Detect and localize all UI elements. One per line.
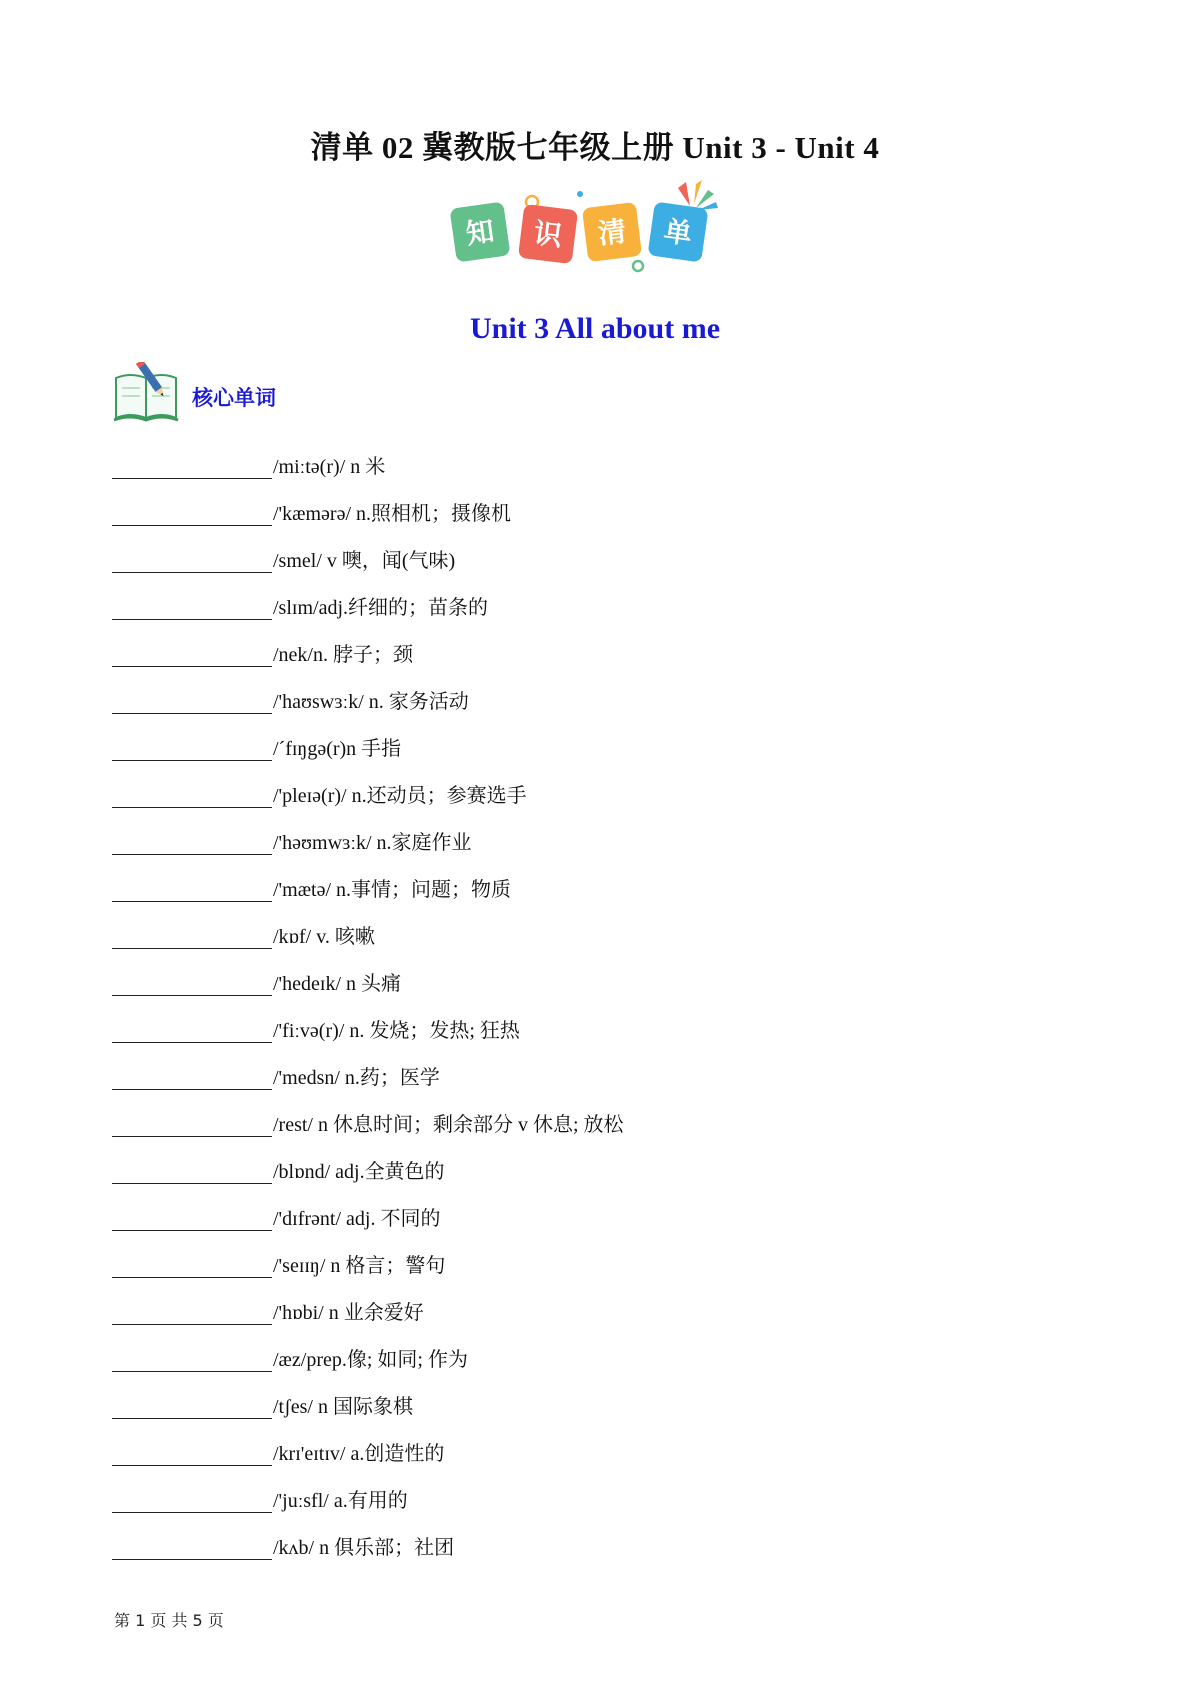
vocab-list <box>112 432 1072 1560</box>
answer-blank[interactable] <box>112 501 272 526</box>
knowledge-list-banner <box>440 180 750 290</box>
answer-blank[interactable] <box>112 454 272 479</box>
vocab-entry: /'juːsfl/ a.有用的 <box>273 1490 408 1512</box>
vocab-entry: /kɒf/ v. 咳嗽 <box>273 926 375 948</box>
answer-blank[interactable] <box>112 1300 272 1325</box>
tile-label: 清 <box>596 214 628 251</box>
unit-heading: Unit 3 All about me <box>469 312 721 345</box>
answer-blank[interactable] <box>112 736 272 761</box>
vocab-entry: /'pleɪə(r)/ n.还动员；参赛选手 <box>273 785 527 807</box>
answer-blank[interactable] <box>112 1206 272 1231</box>
vocab-entry: /æz/prep.像; 如同; 作为 <box>273 1349 468 1371</box>
tile-label: 知 <box>463 214 497 251</box>
list-item <box>112 1184 1072 1231</box>
vocab-entry: /ˊfɪŋgə(r)n 手指 <box>273 738 402 760</box>
list-item <box>112 667 1072 714</box>
vocab-entry: /'seɪɪŋ/ n 格言；警句 <box>273 1255 446 1277</box>
answer-blank[interactable] <box>112 924 272 949</box>
vocab-entry: /rest/ n 休息时间；剩余部分 v 休息; 放松 <box>273 1114 624 1136</box>
list-item <box>112 1043 1072 1090</box>
answer-blank[interactable] <box>112 1394 272 1419</box>
list-item <box>112 1466 1072 1513</box>
tile-zhi <box>450 202 511 263</box>
vocab-entry: /blɒnd/ adj.全黄色的 <box>273 1161 445 1183</box>
open-book-pencil-icon <box>112 362 180 424</box>
vocab-entry: /kʌb/ n 俱乐部；社团 <box>273 1537 455 1559</box>
tile-label: 识 <box>532 216 564 253</box>
answer-blank[interactable] <box>112 971 272 996</box>
tile-shi <box>518 204 578 264</box>
answer-blank[interactable] <box>112 1488 272 1513</box>
list-item <box>112 996 1072 1043</box>
answer-blank[interactable] <box>112 1347 272 1372</box>
vocab-entry: /slɪm/adj.纤细的；苗条的 <box>273 597 488 619</box>
vocab-entry: /'hedeɪk/ n 头痛 <box>273 973 402 995</box>
answer-blank[interactable] <box>112 1159 272 1184</box>
tile-label: 单 <box>661 214 695 251</box>
vocab-entry: /'dɪfrənt/ adj. 不同的 <box>273 1208 441 1230</box>
page-title: 清单 02 冀教版七年级上册 Unit 3 - Unit 4 <box>310 130 880 165</box>
tile-dan <box>648 202 709 263</box>
list-item <box>112 573 1072 620</box>
answer-blank[interactable] <box>112 877 272 902</box>
answer-blank[interactable] <box>112 548 272 573</box>
list-item <box>112 1325 1072 1372</box>
list-item <box>112 855 1072 902</box>
list-item <box>112 761 1072 808</box>
section-title: 核心单词 <box>192 386 276 410</box>
vocab-entry: /'mætə/ n.事情；问题；物质 <box>273 879 512 901</box>
list-item <box>112 526 1072 573</box>
list-item <box>112 1231 1072 1278</box>
vocab-entry: /'hɒbi/ n 业余爱好 <box>273 1302 424 1324</box>
list-item <box>112 808 1072 855</box>
vocab-entry: /krɪ'eɪtɪv/ a.创造性的 <box>273 1443 445 1465</box>
vocab-entry: /'medsn/ n.药；医学 <box>273 1067 440 1089</box>
list-item <box>112 1372 1072 1419</box>
tile-qing <box>582 202 642 262</box>
answer-blank[interactable] <box>112 783 272 808</box>
vocab-entry: /'haʊswɜːk/ n. 家务活动 <box>273 691 469 713</box>
vocab-entry: /miːtə(r)/ n 米 <box>273 456 386 478</box>
answer-blank[interactable] <box>112 595 272 620</box>
list-item <box>112 1137 1072 1184</box>
page-footer: 第 1 页 共 5 页 <box>114 1611 224 1630</box>
list-item <box>112 620 1072 667</box>
vocab-entry: /'kæmərə/ n.照相机；摄像机 <box>273 503 512 525</box>
vocab-entry: /'fiːvə(r)/ n. 发烧；发热; 狂热 <box>273 1020 520 1042</box>
list-item <box>112 1513 1072 1560</box>
answer-blank[interactable] <box>112 1018 272 1043</box>
vocab-entry: /'həʊmwɜːk/ n.家庭作业 <box>273 832 472 854</box>
vocab-entry: /nek/n. 脖子；颈 <box>273 644 413 666</box>
answer-blank[interactable] <box>112 689 272 714</box>
answer-blank[interactable] <box>112 830 272 855</box>
answer-blank[interactable] <box>112 1112 272 1137</box>
list-item <box>112 479 1072 526</box>
list-item <box>112 949 1072 996</box>
answer-blank[interactable] <box>112 642 272 667</box>
vocab-entry: /smel/ v 噢，闻(气味) <box>273 550 456 572</box>
list-item <box>112 432 1072 479</box>
list-item <box>112 1419 1072 1466</box>
answer-blank[interactable] <box>112 1441 272 1466</box>
list-item <box>112 714 1072 761</box>
answer-blank[interactable] <box>112 1065 272 1090</box>
list-item <box>112 902 1072 949</box>
vocab-entry: /tʃes/ n 国际象棋 <box>273 1396 413 1418</box>
list-item <box>112 1278 1072 1325</box>
answer-blank[interactable] <box>112 1535 272 1560</box>
answer-blank[interactable] <box>112 1253 272 1278</box>
list-item <box>112 1090 1072 1137</box>
